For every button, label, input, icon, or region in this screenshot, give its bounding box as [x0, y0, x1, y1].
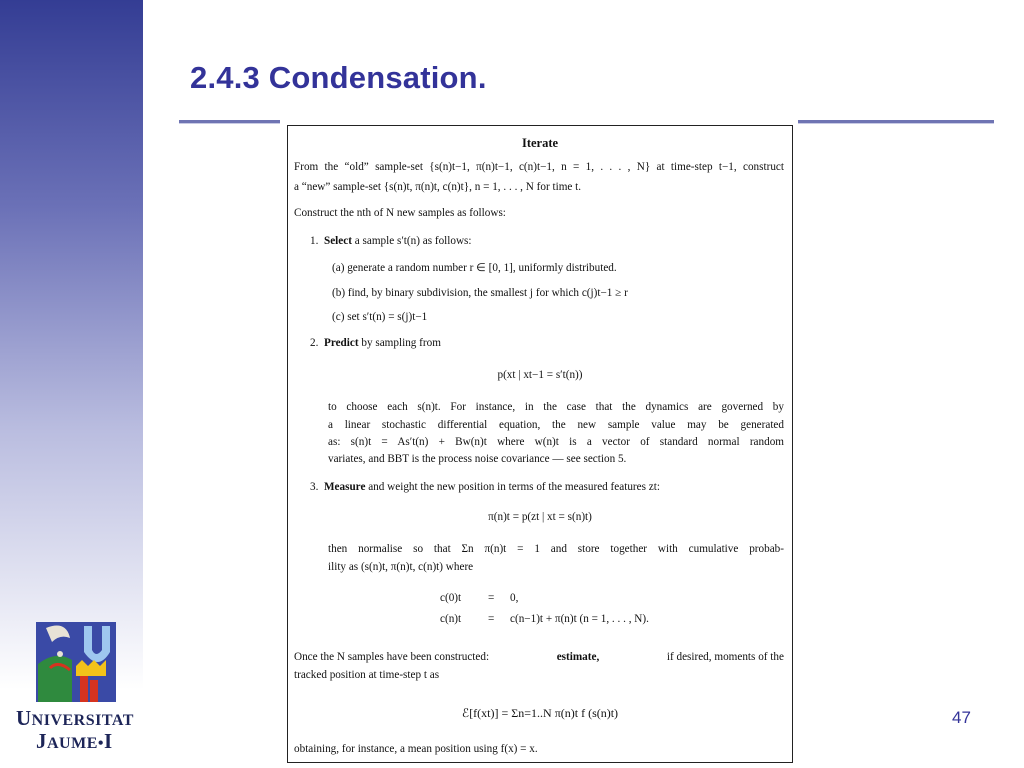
doc-step-1c: (c) set s′t(n) = s(j)t−1	[332, 311, 428, 323]
doc-step-1a: (a) generate a random number r ∈ [0, 1], uniformly distributed.	[332, 262, 617, 274]
doc-intro-line-1: From the “old” sample-set {s(n)t−1, π(n)t−1, c(n)t−1, n = 1, . . . , N} at time-step t−1, construct	[294, 161, 784, 173]
page-number: 47	[952, 708, 971, 727]
sidebar-gradient-band	[0, 0, 143, 690]
doc-step-2-para-1: to choose each s(n)t. For instance, in the case that the dynamics are governed by	[328, 401, 784, 413]
doc-step-3: 3. Measure and weight the new position in terms of the measured features zt:	[310, 481, 660, 493]
doc-measure-equation: π(n)t = p(zt | xt = s(n)t)	[488, 511, 592, 523]
university-logo-icon	[36, 620, 118, 704]
doc-construct-line: Construct the nth of N new samples as follows:	[294, 207, 506, 219]
doc-final-line: obtaining, for instance, a mean position using f(x) = x.	[294, 743, 538, 755]
doc-step-1b: (b) find, by binary subdivision, the smallest j for which c(j)t−1 ≥ r	[332, 287, 628, 299]
doc-cumulative-lhs-2: c(n)t	[440, 613, 462, 625]
university-logo-text: UNIVERSITAT JAUME•I	[16, 706, 134, 753]
doc-cumulative-lhs-1: c(0)t	[440, 592, 462, 604]
doc-cumulative-rhs-1: 0,	[510, 592, 519, 604]
doc-once-line-1: Once the N samples have been constructed: estimate, if desired, moments of the	[294, 651, 784, 663]
doc-step-2-para-4: variates, and BBT is the process noise covariance — see section 5.	[328, 453, 627, 465]
doc-step-2-para-3: as: s(n)t = As′t(n) + Bw(n)t where w(n)t is a vector of standard normal random	[328, 436, 784, 448]
doc-step-2-para-2: a linear stochastic differential equation, the new sample value may be generated	[328, 419, 784, 431]
doc-step-1: 1. Select a sample s′t(n) as follows:	[310, 235, 472, 247]
doc-cumulative-eq-2: =	[488, 613, 495, 625]
doc-step-3-para-1: then normalise so that Σn π(n)t = 1 and store together with cumulative probab-	[328, 543, 784, 555]
slide-title: 2.4.3 Condensation.	[190, 60, 487, 95]
title-rule-left	[179, 120, 280, 123]
title-rule-right	[798, 120, 994, 123]
doc-heading: Iterate	[521, 136, 559, 150]
doc-expectation-equation: ℰ[f(xt)] = Σn=1..N π(n)t f (s(n)t)	[461, 706, 619, 720]
doc-intro-line-2: a “new” sample-set {s(n)t, π(n)t, c(n)t}, n = 1, . . . , N for time t.	[294, 181, 582, 193]
doc-cumulative-eq-1: =	[488, 592, 495, 604]
doc-step-2: 2. Predict by sampling from	[310, 337, 441, 349]
doc-predict-equation: p(xt | xt−1 = s′t(n))	[497, 369, 583, 381]
doc-cumulative-rhs-2: c(n−1)t + π(n)t (n = 1, . . . , N).	[510, 613, 649, 625]
doc-step-3-para-2: ility as (s(n)t, π(n)t, c(n)t) where	[328, 561, 474, 573]
doc-once-line-2: tracked position at time-step t as	[294, 669, 440, 681]
algorithm-document-image	[287, 125, 793, 763]
